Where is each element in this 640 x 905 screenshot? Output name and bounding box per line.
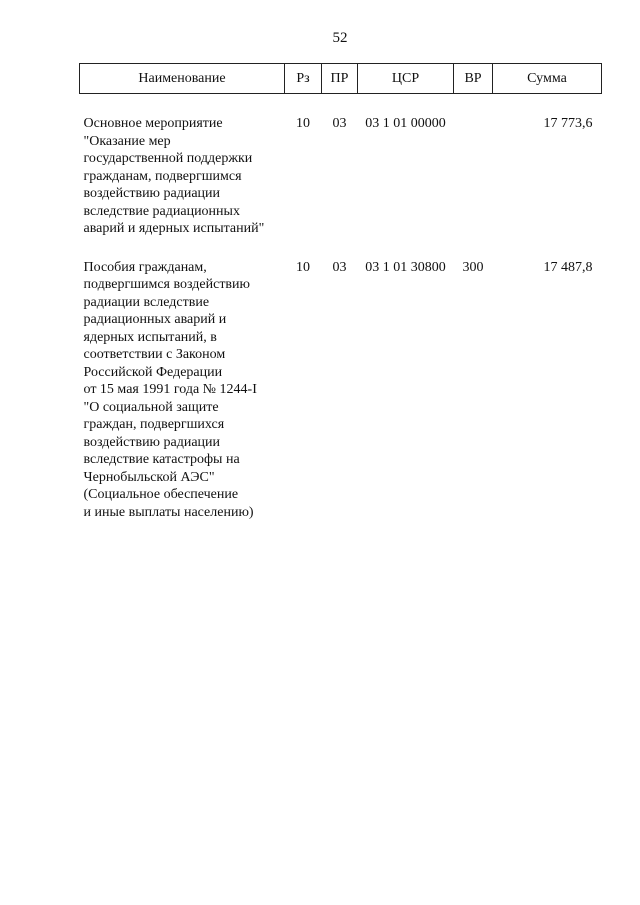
cell-csr: 03 1 01 30800 <box>365 259 446 275</box>
table-spacer <box>80 94 602 116</box>
cell-sum: 17 487,8 <box>543 259 593 275</box>
header-rz: Рз <box>285 64 322 94</box>
cell-vr <box>454 115 493 259</box>
cell-pr: 03 <box>332 116 347 131</box>
table-row <box>80 115 602 259</box>
cell-rz: 10 <box>296 259 310 275</box>
cell-sum: 17 773,6 <box>543 116 593 131</box>
table-header-row <box>80 64 602 94</box>
cell-name: Пособия гражданам, подвергшимся воздействию радиации вследствие радиационных аварий и ядерных испытаний, в соответствии с Законом Российской Федерации от 15 мая 1991 года № 1244-I "О социальной защите граждан, подвергшихся воздействию радиации вследствие катастрофы на Чернобыльской АЭС" (Социальное обеспечение и иные выплаты населению) <box>83 259 257 520</box>
cell-pr: 03 <box>332 259 347 275</box>
header-vr: ВР <box>454 64 493 94</box>
header-sum: Сумма <box>493 64 602 94</box>
header-name: Наименование <box>80 64 285 94</box>
header-csr: ЦСР <box>358 64 454 94</box>
budget-table <box>79 63 602 521</box>
cell-name: Основное мероприятие "Оказание мер государственной поддержки гражданам, подвергшимся воздействию радиации вследствие радиационных аварий и ядерных испытаний" <box>83 116 265 236</box>
page-number: 52 <box>332 30 348 46</box>
cell-rz: 10 <box>296 116 310 131</box>
table-row <box>80 259 602 522</box>
header-pr: ПР <box>322 64 358 94</box>
cell-vr: 300 <box>462 259 484 275</box>
cell-csr: 03 1 01 00000 <box>365 116 446 131</box>
